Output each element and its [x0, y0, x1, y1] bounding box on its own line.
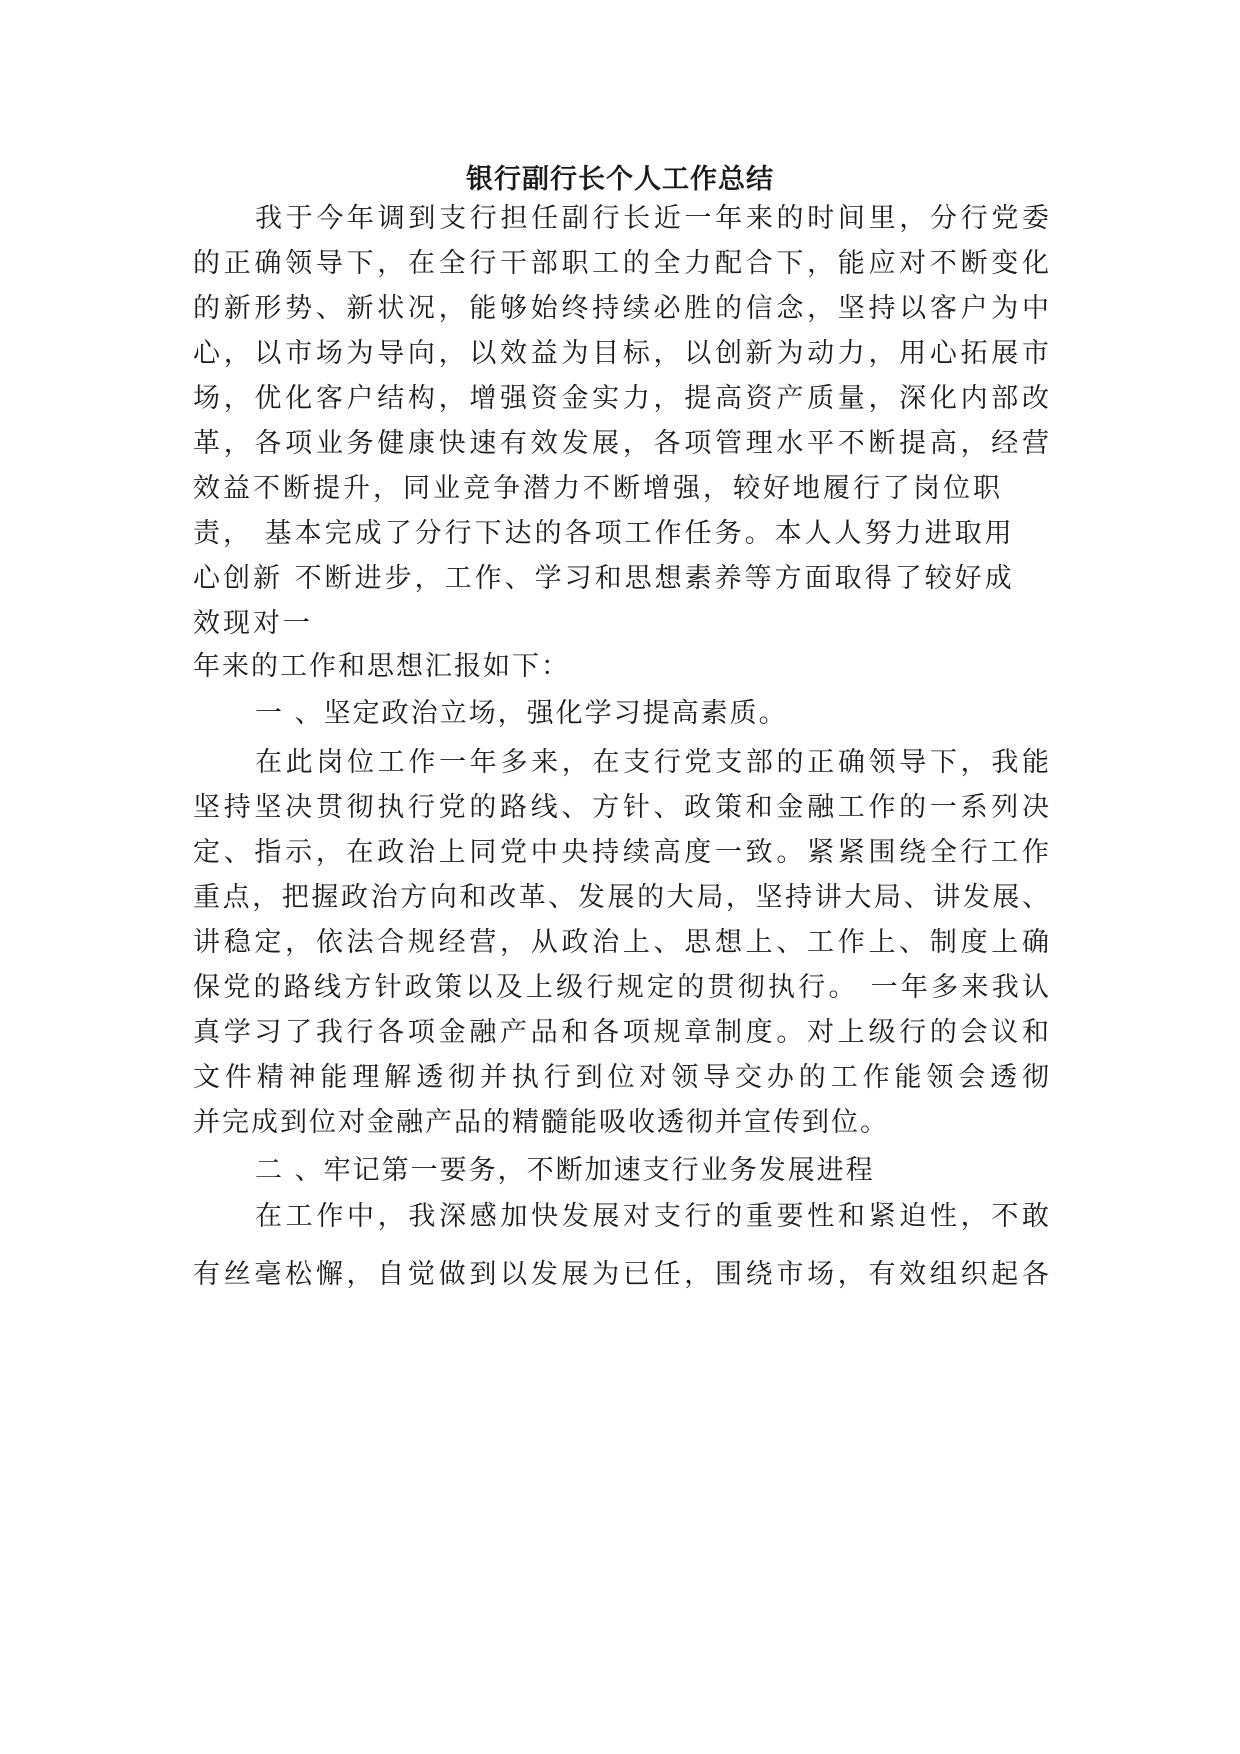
text-line: 年来的工作和思想汇报如下：: [193, 651, 570, 682]
text-line: 效现对一: [193, 608, 313, 639]
text-line: 的新形势、新状况，能够始终持续必胜的信念，坚持以客户为中: [193, 293, 1049, 324]
text-line: 的正确领导下，在全行干部职工的全力配合下，能应对不断变化: [193, 248, 1049, 279]
text-line: 责， 基本完成了分行下达的各项工作任务。本人人努力进取用: [193, 518, 1015, 549]
text-line: 保党的路线方针政策以及上级行规定的贯彻执行。 一年多来我认: [193, 972, 1049, 1003]
text-line: 重点，把握政治方向和改革、发展的大局，坚持讲大局、讲发展、: [193, 882, 1049, 913]
text-line: 我于今年调到支行担任副行长近一年来的时间里，分行党委: [255, 203, 1049, 234]
text-line: 效益不断提升，同业竞争潜力不断增强，较好地履行了岗位职: [193, 473, 1003, 504]
text-line: 并完成到位对金融产品的精髓能吸收透彻并宣传到位。: [193, 1107, 889, 1138]
text-line: 真学习了我行各项金融产品和各项规章制度。对上级行的会议和: [193, 1017, 1049, 1048]
text-line: 革，各项业务健康快速有效发展，各项管理水平不断提高，经营: [193, 428, 1049, 459]
text-line: 在工作中，我深感加快发展对支行的重要性和紧迫性，不敢: [255, 1201, 1049, 1232]
text-line: 定、指示，在政治上同党中央持续高度一致。紧紧围绕全行工作: [193, 837, 1049, 868]
document-title: 银行副行长个人工作总结: [466, 164, 774, 195]
text-line: 心，以市场为导向，以效益为目标，以创新为动力，用心拓展市: [193, 338, 1049, 369]
text-line: 坚持坚决贯彻执行党的路线、方针、政策和金融工作的一系列决: [193, 792, 1049, 823]
text-line: 场，优化客户结构，增强资金实力，提高资产质量，深化内部改: [193, 383, 1049, 414]
text-line: 有丝毫松懈，自觉做到以发展为已任，围绕市场，有效组织起各: [193, 1259, 1049, 1290]
text-line: 文件精神能理解透彻并执行到位对领导交办的工作能领会透彻: [193, 1062, 1049, 1093]
section-heading-1: 一 、坚定政治立场，强化学习提高素质。: [255, 698, 788, 729]
text-line: 心创新 不断进步，工作、学习和思想素养等方面取得了较好成: [193, 563, 1015, 594]
text-line: 在此岗位工作一年多来，在支行党支部的正确领导下，我能: [255, 747, 1049, 778]
text-line: 讲稳定，依法合规经营，从政治上、思想上、工作上、制度上确: [193, 927, 1049, 958]
section-heading-2: 二 、牢记第一要务，不断加速支行业务发展进程: [255, 1155, 875, 1186]
